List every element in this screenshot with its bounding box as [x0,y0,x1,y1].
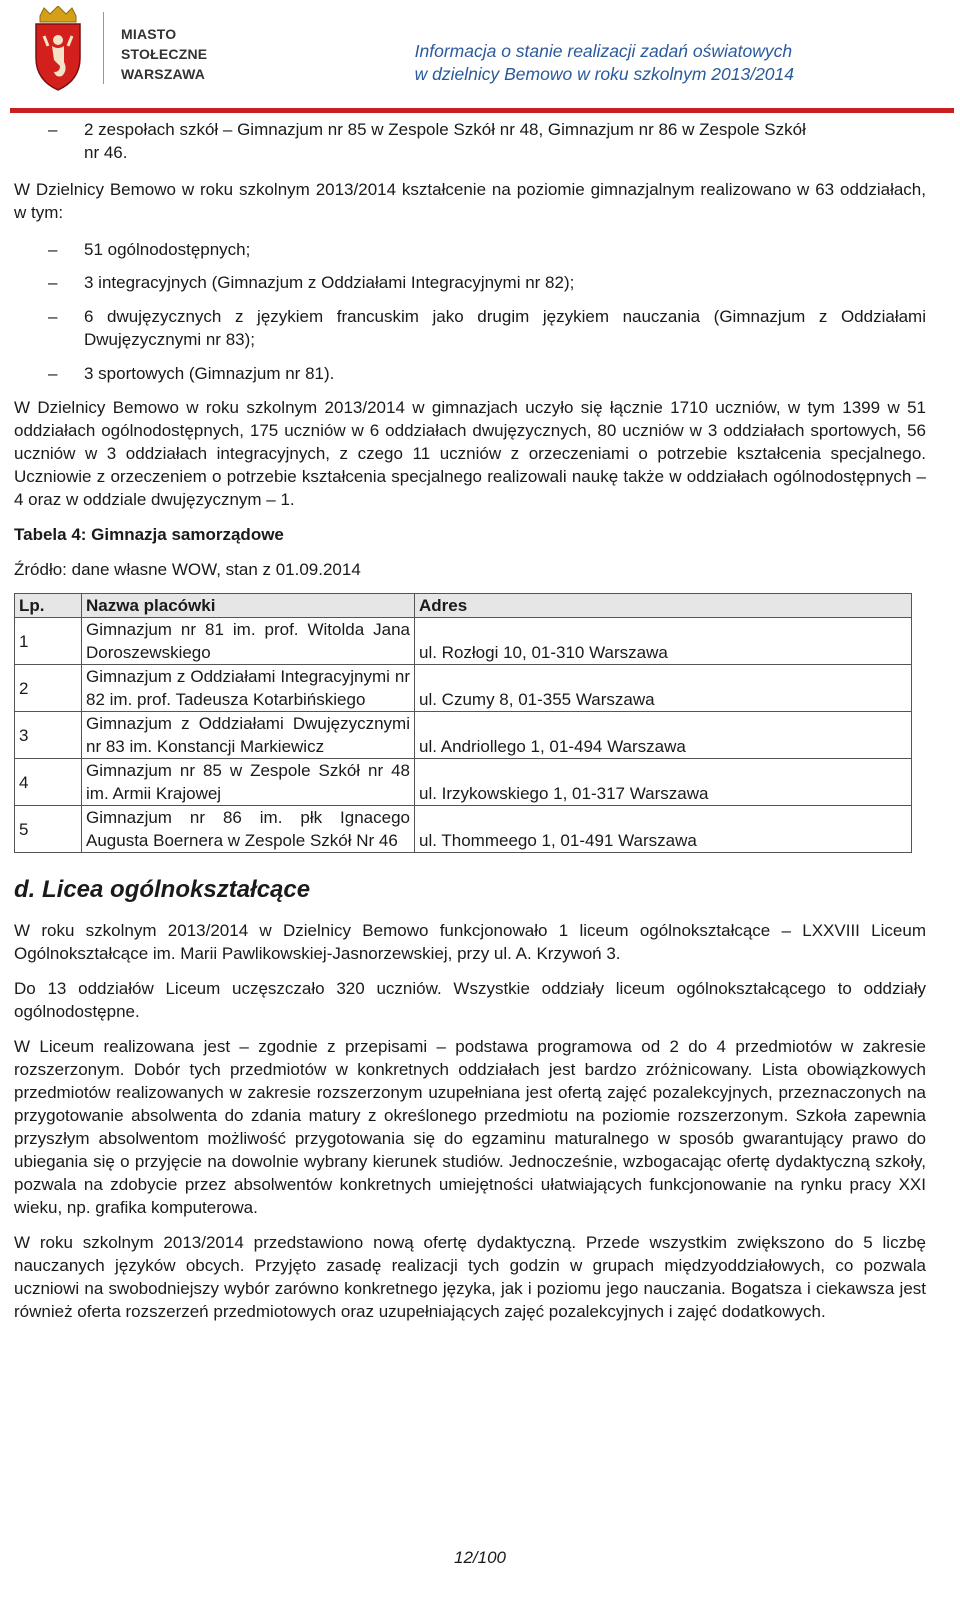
table-cell-lp: 3 [15,712,82,759]
paragraph: Do 13 oddziałów Liceum uczęszczało 320 uczniów. Wszystkie oddziały liceum ogólnokształcącego to oddziały ogólnodostępne. [14,979,926,1021]
paragraph: W roku szkolnym 2013/2014 przedstawiono nową ofertę dydaktyczną. Przede wszystkim zwiększono do 5 liczbę nauczanych języków obcych. Przyjęto zasadę realizacji tych godzin w grupach międzyoddziałowych, co pozwala uczniowi na swobodniejszy wybór zarówno konkretnego języka, jak i poziomu jego nauczania. Bogatsza i ciekawsza jest również oferta rozszerzeń przedmiotowych oraz uzupełniających zajęć pozalekcyjnych i zajęć dodatkowych. [14,1233,926,1321]
table-cell-lp: 1 [15,618,82,665]
schools-table [14,593,912,853]
table-row [15,618,912,665]
table-cell-lp: 4 [15,759,82,806]
document-title [415,40,794,86]
table-cell-name: Gimnazjum z Oddziałami Dwujęzycznymi nr 83 im. Konstancji Markiewicz [82,712,415,759]
list-item: – 6 dwujęzycznych z językiem francuskim jako drugim językiem nauczania (Gimnazjum z Oddziałami Dwujęzycznymi nr 83); [14,305,926,351]
table-cell-address: ul. Czumy 8, 01-355 Warszawa [415,665,912,712]
table-cell-name: Gimnazjum nr 86 im. płk Ignacego Augusta Boernera w Zespole Szkół Nr 46 [82,806,415,853]
header-rule [10,108,954,113]
table-row [15,712,912,759]
page-header [0,0,960,116]
warsaw-crest-icon [30,6,86,92]
table-header-name: Nazwa placówki [82,594,415,618]
table-header-lp: Lp. [15,594,82,618]
header-divider [103,12,104,84]
city-line-3: WARSZAWA [121,66,206,82]
city-line-2: STOŁECZNE [121,46,208,62]
table-cell-name: Gimnazjum z Oddziałami Integracyjnymi nr 82 im. prof. Tadeusza Kotarbińskiego [82,665,415,712]
table-cell-lp: 5 [15,806,82,853]
table-cell-address: ul. Thommeego 1, 01-491 Warszawa [415,806,912,853]
table-cell-address: ul. Irzykowskiego 1, 01-317 Warszawa [415,759,912,806]
table-cell-address: ul. Andriollego 1, 01-494 Warszawa [415,712,912,759]
document-title-line-2: w dzielnicy Bemowo w roku szkolnym 2013/2014 [414,64,794,84]
paragraph: W Liceum realizowana jest – zgodnie z przepisami – podstawa programowa od 2 do 4 przedmiotów w zakresie rozszerzonym. Dobór tych przedmiotów w konkretnych oddziałach jest bardzo zróżnicowany. Lista obowiązkowych przedmiotów realizowanych w zakresie rozszerzonym uzupełniana jest ofertą zajęć pozalekcyjnych, przeznaczonych na przygotowanie absolwenta do zdania matury z określonego przedmiotu na poziomie rozszerzonym. Szkoła zapewnia przyszłym absolwentom możliwość przygotowania się do egzaminu maturalnego w sposób gwarantujący prawo do ubiegania się o przyjęcie na dowolnie wybrany kierunek studiów. Jednocześnie, wzbogacając ofertę dydaktyczną szkoły, pozwala na zdobycie przez absolwentów konkretnych umiejętności ułatwiających funkcjonowanie na rynku pracy XXI wieku, np. grafika komputerowa. [14,1037,926,1217]
list-item-text-cont: nr 46. [84,143,128,162]
page-number: 12/100 [454,1548,506,1567]
paragraph: W roku szkolnym 2013/2014 w Dzielnicy Bemowo funkcjonowało 1 liceum ogólnokształcące – LXXVIII Liceum Ogólnokształcące im. Marii Pawlikowskiej-Jasnorzewskiej, przy ul. A. Krzywoń 3. [14,921,926,963]
table-header-row [15,594,912,618]
paragraph: W Dzielnicy Bemowo w roku szkolnym 2013/2014 w gimnazjach uczyło się łącznie 1710 uczniów, w tym 1399 w 51 oddziałach ogólnodostępnych, 175 uczniów w 6 oddziałach dwujęzycznych, 80 uczniów w 3 oddziałach sportowych, 56 uczniów w 3 oddziałach integracyjnych, z czego 11 uczniów z orzeczeniami o potrzebie kształcenia specjalnego. Uczniowie z orzeczeniem o potrzebie kształcenia specjalnego realizowali naukę także w oddziałach ogólnodostępnych – 4 oraz w oddziale dwujęzycznym – 1. [14,398,926,509]
city-line-1: MIASTO [121,26,177,42]
list-item: – 51 ogólnodostępnych; [14,238,926,261]
paragraph: W Dzielnicy Bemowo w roku szkolnym 2013/2014 kształcenie na poziomie gimnazjalnym realizowano w 63 oddziałach, w tym: [14,180,926,222]
table-row [15,806,912,853]
list-item: – 3 sportowych (Gimnazjum nr 81). [14,362,926,385]
table-header-address: Adres [415,594,912,618]
table-row [15,759,912,806]
list-item-text: 2 zespołach szkół – Gimnazjum nr 85 w Zespole Szkół nr 48, Gimnazjum nr 86 w Zespole Szkół [84,120,806,139]
table-source: Źródło: dane własne WOW, stan z 01.09.2014 [14,560,361,579]
table-cell-lp: 2 [15,665,82,712]
table-caption: Tabela 4: Gimnazja samorządowe [14,525,284,544]
document-title-line-1: Informacja o stanie realizacji zadań oświatowych [414,41,793,61]
table-cell-name: Gimnazjum nr 85 w Zespole Szkół nr 48 im. Armii Krajowej [82,759,415,806]
table-row [15,665,912,712]
table-cell-name: Gimnazjum nr 81 im. prof. Witolda Jana Doroszewskiego [82,618,415,665]
section-title: d. Licea ogólnokształcące [14,876,311,903]
list-item: – 3 integracyjnych (Gimnazjum z Oddziałami Integracyjnymi nr 82); [14,271,926,294]
page-content [14,118,926,1323]
table-cell-address: ul. Rozłogi 10, 01-310 Warszawa [415,618,912,665]
city-logo-text [121,24,207,84]
list-item [14,118,926,164]
